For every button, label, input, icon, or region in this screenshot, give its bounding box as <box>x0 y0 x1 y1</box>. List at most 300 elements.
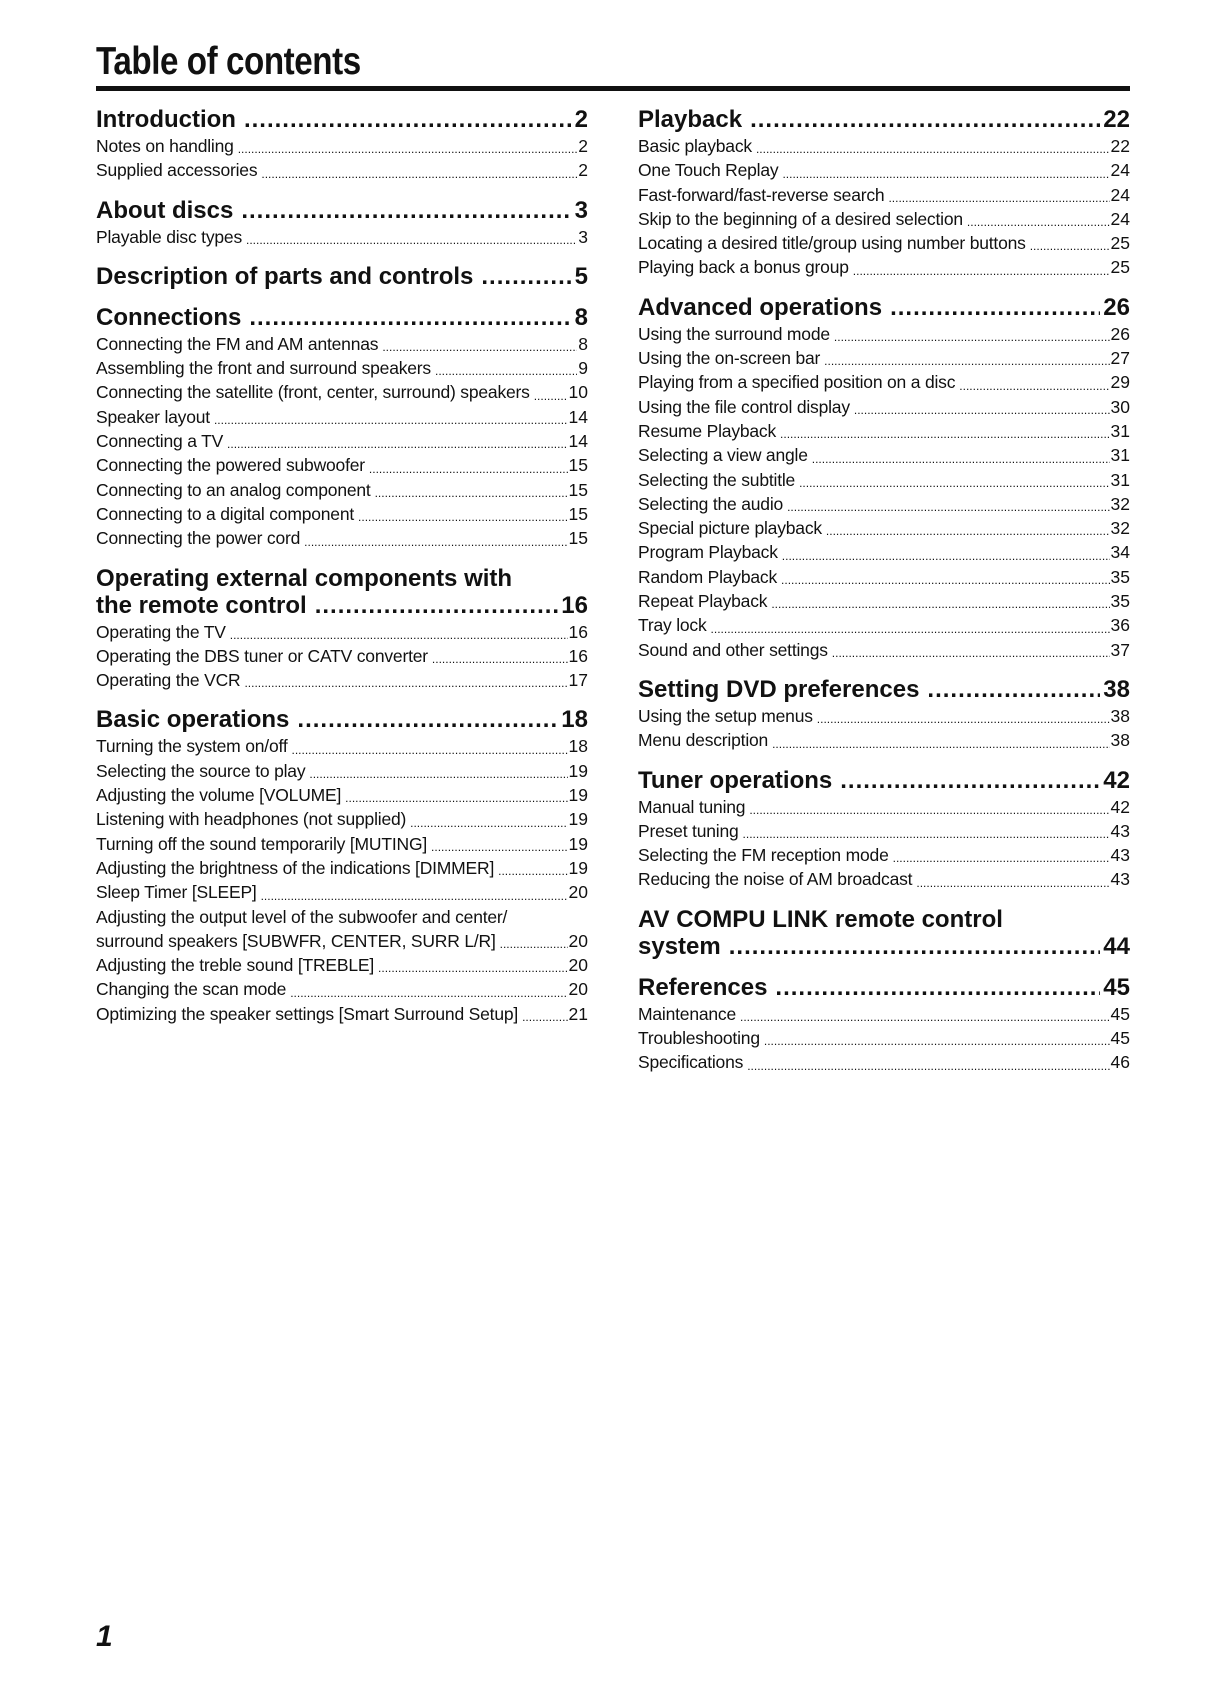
dot-leader <box>244 674 567 692</box>
toc-entry[interactable] <box>96 225 588 249</box>
entry-text: Selecting a view angle <box>638 445 808 466</box>
section-page: 45 <box>1103 973 1130 1001</box>
section-title: Advanced operations <box>638 293 883 321</box>
toc-section-heading[interactable] <box>96 565 588 619</box>
dot-leader <box>812 450 1110 468</box>
entry-text: Changing the scan mode <box>96 979 287 1000</box>
entry-page: 31 <box>1110 469 1130 490</box>
entry-text: Resume Playback <box>638 420 777 441</box>
section-title: About discs <box>96 196 234 224</box>
entry-page: 2 <box>578 136 588 156</box>
entry-page: 19 <box>568 785 588 806</box>
section-title: Operating external components with <box>96 564 513 592</box>
entry-text: Manual tuning <box>638 796 746 817</box>
toc-section-heading[interactable] <box>638 294 1130 321</box>
entry-text: Adjusting the output level of the subwoofer and center/ <box>96 906 508 927</box>
entry-page: 37 <box>1110 639 1130 660</box>
entry-text: Playable disc types <box>96 226 243 247</box>
dot-leader <box>432 650 568 668</box>
dot-leader <box>292 741 568 759</box>
section-title: Playback <box>638 106 743 133</box>
toc-entry[interactable] <box>96 620 588 644</box>
section-title: Connections <box>96 303 242 331</box>
section-title: Description of parts and controls <box>96 262 474 290</box>
entry-page: 43 <box>1110 869 1130 890</box>
dot-leader <box>782 165 1109 183</box>
toc-section <box>638 294 1130 662</box>
entry-text: Connecting the power cord <box>96 528 301 549</box>
toc-entry[interactable] <box>638 565 1130 589</box>
entry-page: 32 <box>1110 518 1130 539</box>
toc-entry[interactable] <box>638 468 1130 492</box>
entry-text: Connecting to an analog component <box>96 479 371 500</box>
entry-page: 18 <box>568 736 588 757</box>
entry-text: Connecting the powered subwoofer <box>96 455 365 476</box>
toc-section <box>96 263 588 290</box>
toc-section <box>96 304 588 551</box>
dot-leader <box>304 533 567 551</box>
entry-page: 38 <box>1110 730 1130 751</box>
toc-entry[interactable] <box>638 638 1130 662</box>
dot-leader <box>431 838 567 856</box>
dot-leader <box>747 1057 1109 1075</box>
entry-page: 26 <box>1110 323 1130 344</box>
toc-entry[interactable] <box>638 613 1130 637</box>
section-page: 5 <box>574 262 588 290</box>
entry-page: 15 <box>568 528 588 549</box>
entry-page: 22 <box>1110 136 1130 156</box>
section-page: 44 <box>1103 932 1130 960</box>
toc-entry[interactable] <box>96 380 588 404</box>
entry-page: 8 <box>578 333 588 354</box>
entry-page: 35 <box>1110 591 1130 612</box>
entry-text: Operating the VCR <box>96 670 241 691</box>
dot-leader <box>500 935 568 953</box>
dot-leader <box>522 1008 567 1026</box>
entry-page: 25 <box>1110 233 1130 254</box>
toc-entry-list <box>96 225 588 249</box>
entry-page: 14 <box>568 406 588 427</box>
dot-leader <box>261 165 577 183</box>
toc-section-heading[interactable] <box>638 676 1130 703</box>
dot-leader <box>817 710 1110 728</box>
toc-entry-list <box>638 704 1130 753</box>
section-title-line2-row <box>96 592 588 619</box>
entry-text: Repeat Playback <box>638 591 768 612</box>
toc-entry[interactable] <box>96 880 588 904</box>
dot-leader <box>927 676 1100 703</box>
section-page: 18 <box>561 706 588 734</box>
section-title: Introduction <box>96 106 236 133</box>
entry-page: 30 <box>1110 396 1130 417</box>
entry-text: Operating the DBS tuner or CATV converter <box>96 645 428 666</box>
toc-section <box>638 106 1130 280</box>
entry-page: 19 <box>568 833 588 854</box>
entry-text: Listening with headphones (not supplied) <box>96 809 407 830</box>
toc-entry[interactable] <box>638 158 1130 182</box>
entry-text: Basic playback <box>638 136 752 156</box>
toc-entry[interactable] <box>96 356 588 380</box>
toc-entry[interactable] <box>638 1026 1130 1050</box>
section-page: 8 <box>574 303 588 331</box>
toc-entry-list <box>96 332 588 551</box>
toc-entry[interactable] <box>638 231 1130 255</box>
toc-entry[interactable] <box>638 704 1130 728</box>
dot-leader <box>244 106 572 133</box>
entry-text: Turning the system on/off <box>96 736 288 757</box>
toc-entry[interactable] <box>638 843 1130 867</box>
toc-entry[interactable] <box>96 832 588 856</box>
dot-leader <box>382 338 577 356</box>
toc-section-heading[interactable] <box>96 706 588 733</box>
dot-leader <box>749 801 1109 819</box>
toc-entry[interactable] <box>96 453 588 477</box>
toc-section-heading[interactable] <box>638 106 1130 133</box>
toc-entry[interactable] <box>96 734 588 758</box>
entry-page: 34 <box>1110 542 1130 563</box>
entry-page: 14 <box>568 431 588 452</box>
dot-leader <box>1030 237 1110 255</box>
toc-entry[interactable] <box>96 134 588 158</box>
dot-leader <box>799 474 1109 492</box>
page-number: 1 <box>96 1620 113 1653</box>
dot-leader <box>853 262 1110 280</box>
section-page: 3 <box>574 196 588 224</box>
toc-section-heading[interactable] <box>638 974 1130 1001</box>
dot-leader <box>290 984 567 1002</box>
dot-leader <box>498 862 567 880</box>
dot-leader <box>435 362 577 380</box>
toc-entry[interactable] <box>638 207 1130 231</box>
toc-entry[interactable] <box>638 443 1130 467</box>
dot-leader <box>750 106 1100 133</box>
section-title: Basic operations <box>96 706 290 734</box>
entry-page: 46 <box>1110 1052 1130 1073</box>
dot-leader <box>241 197 571 224</box>
entry-text: Preset tuning <box>638 820 739 841</box>
dot-leader <box>967 213 1110 231</box>
toc-entry-list <box>96 134 588 183</box>
toc-section <box>638 767 1130 892</box>
toc-right-column <box>638 106 1130 1089</box>
entry-page: 42 <box>1110 796 1130 817</box>
dot-leader <box>772 735 1109 753</box>
dot-leader <box>481 263 571 290</box>
toc-section <box>638 906 1130 960</box>
entry-page: 15 <box>568 503 588 524</box>
section-page: 16 <box>561 591 588 619</box>
dot-leader <box>246 231 577 249</box>
entry-page: 20 <box>568 930 588 951</box>
toc-entry[interactable] <box>96 953 588 977</box>
entry-text: Using the setup menus <box>638 705 813 726</box>
toc-section-heading[interactable] <box>96 263 588 290</box>
dot-leader <box>764 1032 1110 1050</box>
dot-leader <box>824 352 1109 370</box>
entry-text-line2: surround speakers [SUBWFR, CENTER, SURR L/R] <box>96 930 496 951</box>
entry-text-row <box>96 905 588 929</box>
dot-leader <box>840 767 1100 794</box>
toc-entry-list <box>96 734 588 1026</box>
entry-text: Selecting the source to play <box>96 760 306 781</box>
toc-entry[interactable] <box>96 158 588 182</box>
dot-leader <box>893 849 1110 867</box>
toc-section-heading[interactable] <box>638 767 1130 794</box>
section-title-line2: system <box>638 932 721 960</box>
toc-section <box>96 706 588 1026</box>
entry-text: Specifications <box>638 1052 744 1073</box>
entry-text: Notes on handling <box>96 136 234 156</box>
dot-leader <box>214 411 568 429</box>
entry-text: Sound and other settings <box>638 639 828 660</box>
toc-entry[interactable] <box>638 346 1130 370</box>
entry-page: 24 <box>1110 208 1130 229</box>
toc-entry[interactable] <box>96 856 588 880</box>
dot-leader <box>369 460 568 478</box>
toc-entry[interactable] <box>96 905 588 954</box>
entry-page: 38 <box>1110 705 1130 726</box>
toc-entry[interactable] <box>96 526 588 550</box>
section-title: Tuner operations <box>638 766 833 794</box>
entry-text: Fast-forward/fast-reverse search <box>638 184 885 205</box>
entry-text: Tray lock <box>638 615 707 636</box>
entry-page: 15 <box>568 455 588 476</box>
dot-leader <box>743 825 1110 843</box>
toc-section <box>638 676 1130 753</box>
entry-text: Supplied accessories <box>96 160 258 181</box>
toc-section-heading[interactable] <box>638 906 1130 960</box>
toc-section-heading[interactable] <box>96 197 588 224</box>
toc-entry[interactable] <box>638 795 1130 819</box>
toc-entry[interactable] <box>96 332 588 356</box>
entry-page: 43 <box>1110 845 1130 866</box>
toc-entry[interactable] <box>638 589 1130 613</box>
entry-page: 35 <box>1110 566 1130 587</box>
toc-entry[interactable] <box>638 370 1130 394</box>
entry-text: Selecting the audio <box>638 493 784 514</box>
entry-page: 16 <box>568 621 588 642</box>
entry-text: Adjusting the treble sound [TREBLE] <box>96 955 375 976</box>
toc-section-heading[interactable] <box>96 106 588 133</box>
entry-page: 16 <box>568 645 588 666</box>
entry-text: Menu description <box>638 730 769 751</box>
section-page: 42 <box>1103 766 1130 794</box>
toc-entry[interactable] <box>638 1050 1130 1074</box>
entry-page: 20 <box>568 882 588 903</box>
toc-entry[interactable] <box>638 728 1130 752</box>
toc-entry[interactable] <box>638 819 1130 843</box>
entry-page: 29 <box>1110 372 1130 393</box>
entry-text: Turning off the sound temporarily [MUTING] <box>96 833 428 854</box>
entry-page: 27 <box>1110 348 1130 369</box>
dot-leader <box>230 626 568 644</box>
entry-text: Random Playback <box>638 566 778 587</box>
entry-page: 21 <box>568 1003 588 1024</box>
dot-leader <box>534 387 568 405</box>
dot-leader <box>309 765 567 783</box>
entry-page: 36 <box>1110 615 1130 636</box>
toc-section <box>638 974 1130 1075</box>
entry-page: 43 <box>1110 820 1130 841</box>
entry-page: 9 <box>578 358 588 379</box>
dot-leader <box>775 974 1100 1001</box>
entry-text: Connecting to a digital component <box>96 503 355 524</box>
dot-leader <box>729 933 1101 960</box>
toc-entry[interactable] <box>638 134 1130 158</box>
entry-page: 10 <box>568 382 588 403</box>
entry-page: 45 <box>1110 1003 1130 1024</box>
toc-entry[interactable] <box>96 977 588 1001</box>
entry-text: Using the file control display <box>638 396 850 417</box>
dot-leader <box>315 592 559 619</box>
entry-page: 25 <box>1110 257 1130 278</box>
section-page: 26 <box>1103 293 1130 321</box>
entry-text: Playing back a bonus group <box>638 257 849 278</box>
toc-section-heading[interactable] <box>96 304 588 331</box>
page-title: Table of contents <box>96 40 361 83</box>
dot-leader <box>227 435 567 453</box>
dot-leader <box>249 304 571 331</box>
toc-section <box>96 106 588 183</box>
section-title: References <box>638 973 768 1001</box>
section-page: 2 <box>574 106 588 133</box>
dot-leader <box>780 425 1109 443</box>
entry-page: 2 <box>578 160 588 181</box>
toc-section <box>96 565 588 693</box>
section-title-line2: the remote control <box>96 591 307 619</box>
entry-page: 24 <box>1110 184 1130 205</box>
entry-text: Sleep Timer [SLEEP] <box>96 882 257 903</box>
dot-leader <box>834 328 1110 346</box>
dot-leader <box>756 140 1110 158</box>
toc-section <box>96 197 588 249</box>
dot-leader <box>782 547 1110 565</box>
dot-leader <box>238 140 578 158</box>
entry-page: 31 <box>1110 445 1130 466</box>
toc-entry-list <box>638 134 1130 280</box>
entry-page: 15 <box>568 479 588 500</box>
section-page: 38 <box>1103 675 1130 703</box>
toc-entry[interactable] <box>96 759 588 783</box>
dot-leader <box>358 508 568 526</box>
entry-text: Speaker layout <box>96 406 210 427</box>
entry-page: 45 <box>1110 1028 1130 1049</box>
entry-text: Selecting the FM reception mode <box>638 845 889 866</box>
entry-text: Adjusting the volume [VOLUME] <box>96 785 342 806</box>
entry-page: 20 <box>568 979 588 1000</box>
entry-text: Optimizing the speaker settings [Smart Surround Setup] <box>96 1003 519 1024</box>
dot-leader <box>826 522 1110 540</box>
entry-text: Operating the TV <box>96 621 226 642</box>
entry-text: Connecting a TV <box>96 431 224 452</box>
toc-entry[interactable] <box>96 478 588 502</box>
dot-leader <box>771 595 1109 613</box>
entry-text: Connecting the satellite (front, center, surround) speakers <box>96 382 530 403</box>
dot-leader <box>410 814 567 832</box>
toc-entry[interactable] <box>638 492 1130 516</box>
section-title: AV COMPU LINK remote control <box>638 905 1003 933</box>
title-rule <box>96 86 1130 91</box>
dot-leader <box>378 959 568 977</box>
entry-text-row2 <box>96 929 588 953</box>
entry-text: Selecting the subtitle <box>638 469 796 490</box>
entry-page: 24 <box>1110 160 1130 181</box>
toc-entry[interactable] <box>96 429 588 453</box>
toc-entry[interactable] <box>96 1002 588 1026</box>
section-title: Setting DVD preferences <box>638 675 920 703</box>
entry-page: 19 <box>568 809 588 830</box>
dot-leader <box>854 401 1110 419</box>
entry-page: 3 <box>578 226 588 247</box>
toc-left-column <box>96 106 588 1040</box>
entry-page: 32 <box>1110 493 1130 514</box>
section-page: 22 <box>1103 106 1130 133</box>
toc-entry-list <box>96 620 588 693</box>
toc-entry[interactable] <box>96 807 588 831</box>
toc-entry[interactable] <box>638 516 1130 540</box>
entry-page: 17 <box>568 670 588 691</box>
entry-text: Adjusting the brightness of the indications [DIMMER] <box>96 857 495 878</box>
dot-leader <box>959 377 1109 395</box>
toc-entry[interactable] <box>638 395 1130 419</box>
entry-text: Using the surround mode <box>638 323 830 344</box>
dot-leader <box>832 644 1110 662</box>
toc-entry[interactable] <box>638 419 1130 443</box>
dot-leader <box>261 887 568 905</box>
entry-text: Locating a desired title/group using number buttons <box>638 233 1026 254</box>
entry-page: 19 <box>568 760 588 781</box>
dot-leader <box>916 874 1109 892</box>
entry-text: Special picture playback <box>638 518 822 539</box>
toc-entry-list <box>638 1002 1130 1075</box>
entry-text: One Touch Replay <box>638 160 779 181</box>
entry-text: Skip to the beginning of a desired selection <box>638 208 963 229</box>
dot-leader <box>375 484 568 502</box>
entry-text: Troubleshooting <box>638 1028 760 1049</box>
entry-text: Assembling the front and surround speakers <box>96 358 431 379</box>
entry-page: 20 <box>568 955 588 976</box>
dot-leader <box>888 189 1109 207</box>
entry-page: 31 <box>1110 420 1130 441</box>
toc-entry[interactable] <box>96 783 588 807</box>
toc-entry[interactable] <box>638 322 1130 346</box>
dot-leader <box>711 620 1110 638</box>
toc-entry[interactable] <box>638 1002 1130 1026</box>
toc-entry[interactable] <box>96 502 588 526</box>
entry-text: Using the on-screen bar <box>638 348 821 369</box>
toc-entry-list <box>638 795 1130 892</box>
toc-entry[interactable] <box>638 255 1130 279</box>
dot-leader <box>345 789 567 807</box>
dot-leader <box>297 706 558 733</box>
toc-entry[interactable] <box>96 668 588 692</box>
toc-entry[interactable] <box>96 405 588 429</box>
toc-entry[interactable] <box>638 183 1130 207</box>
entry-text: Reducing the noise of AM broadcast <box>638 869 913 890</box>
dot-leader <box>740 1008 1110 1026</box>
dot-leader <box>890 294 1100 321</box>
toc-entry[interactable] <box>638 540 1130 564</box>
entry-text: Connecting the FM and AM antennas <box>96 333 379 354</box>
toc-entry[interactable] <box>638 867 1130 891</box>
entry-text: Program Playback <box>638 542 778 563</box>
section-title-line2-row <box>638 933 1130 960</box>
toc-entry[interactable] <box>96 644 588 668</box>
dot-leader <box>787 498 1109 516</box>
entry-text: Playing from a specified position on a disc <box>638 372 956 393</box>
entry-page: 19 <box>568 857 588 878</box>
dot-leader <box>781 571 1110 589</box>
